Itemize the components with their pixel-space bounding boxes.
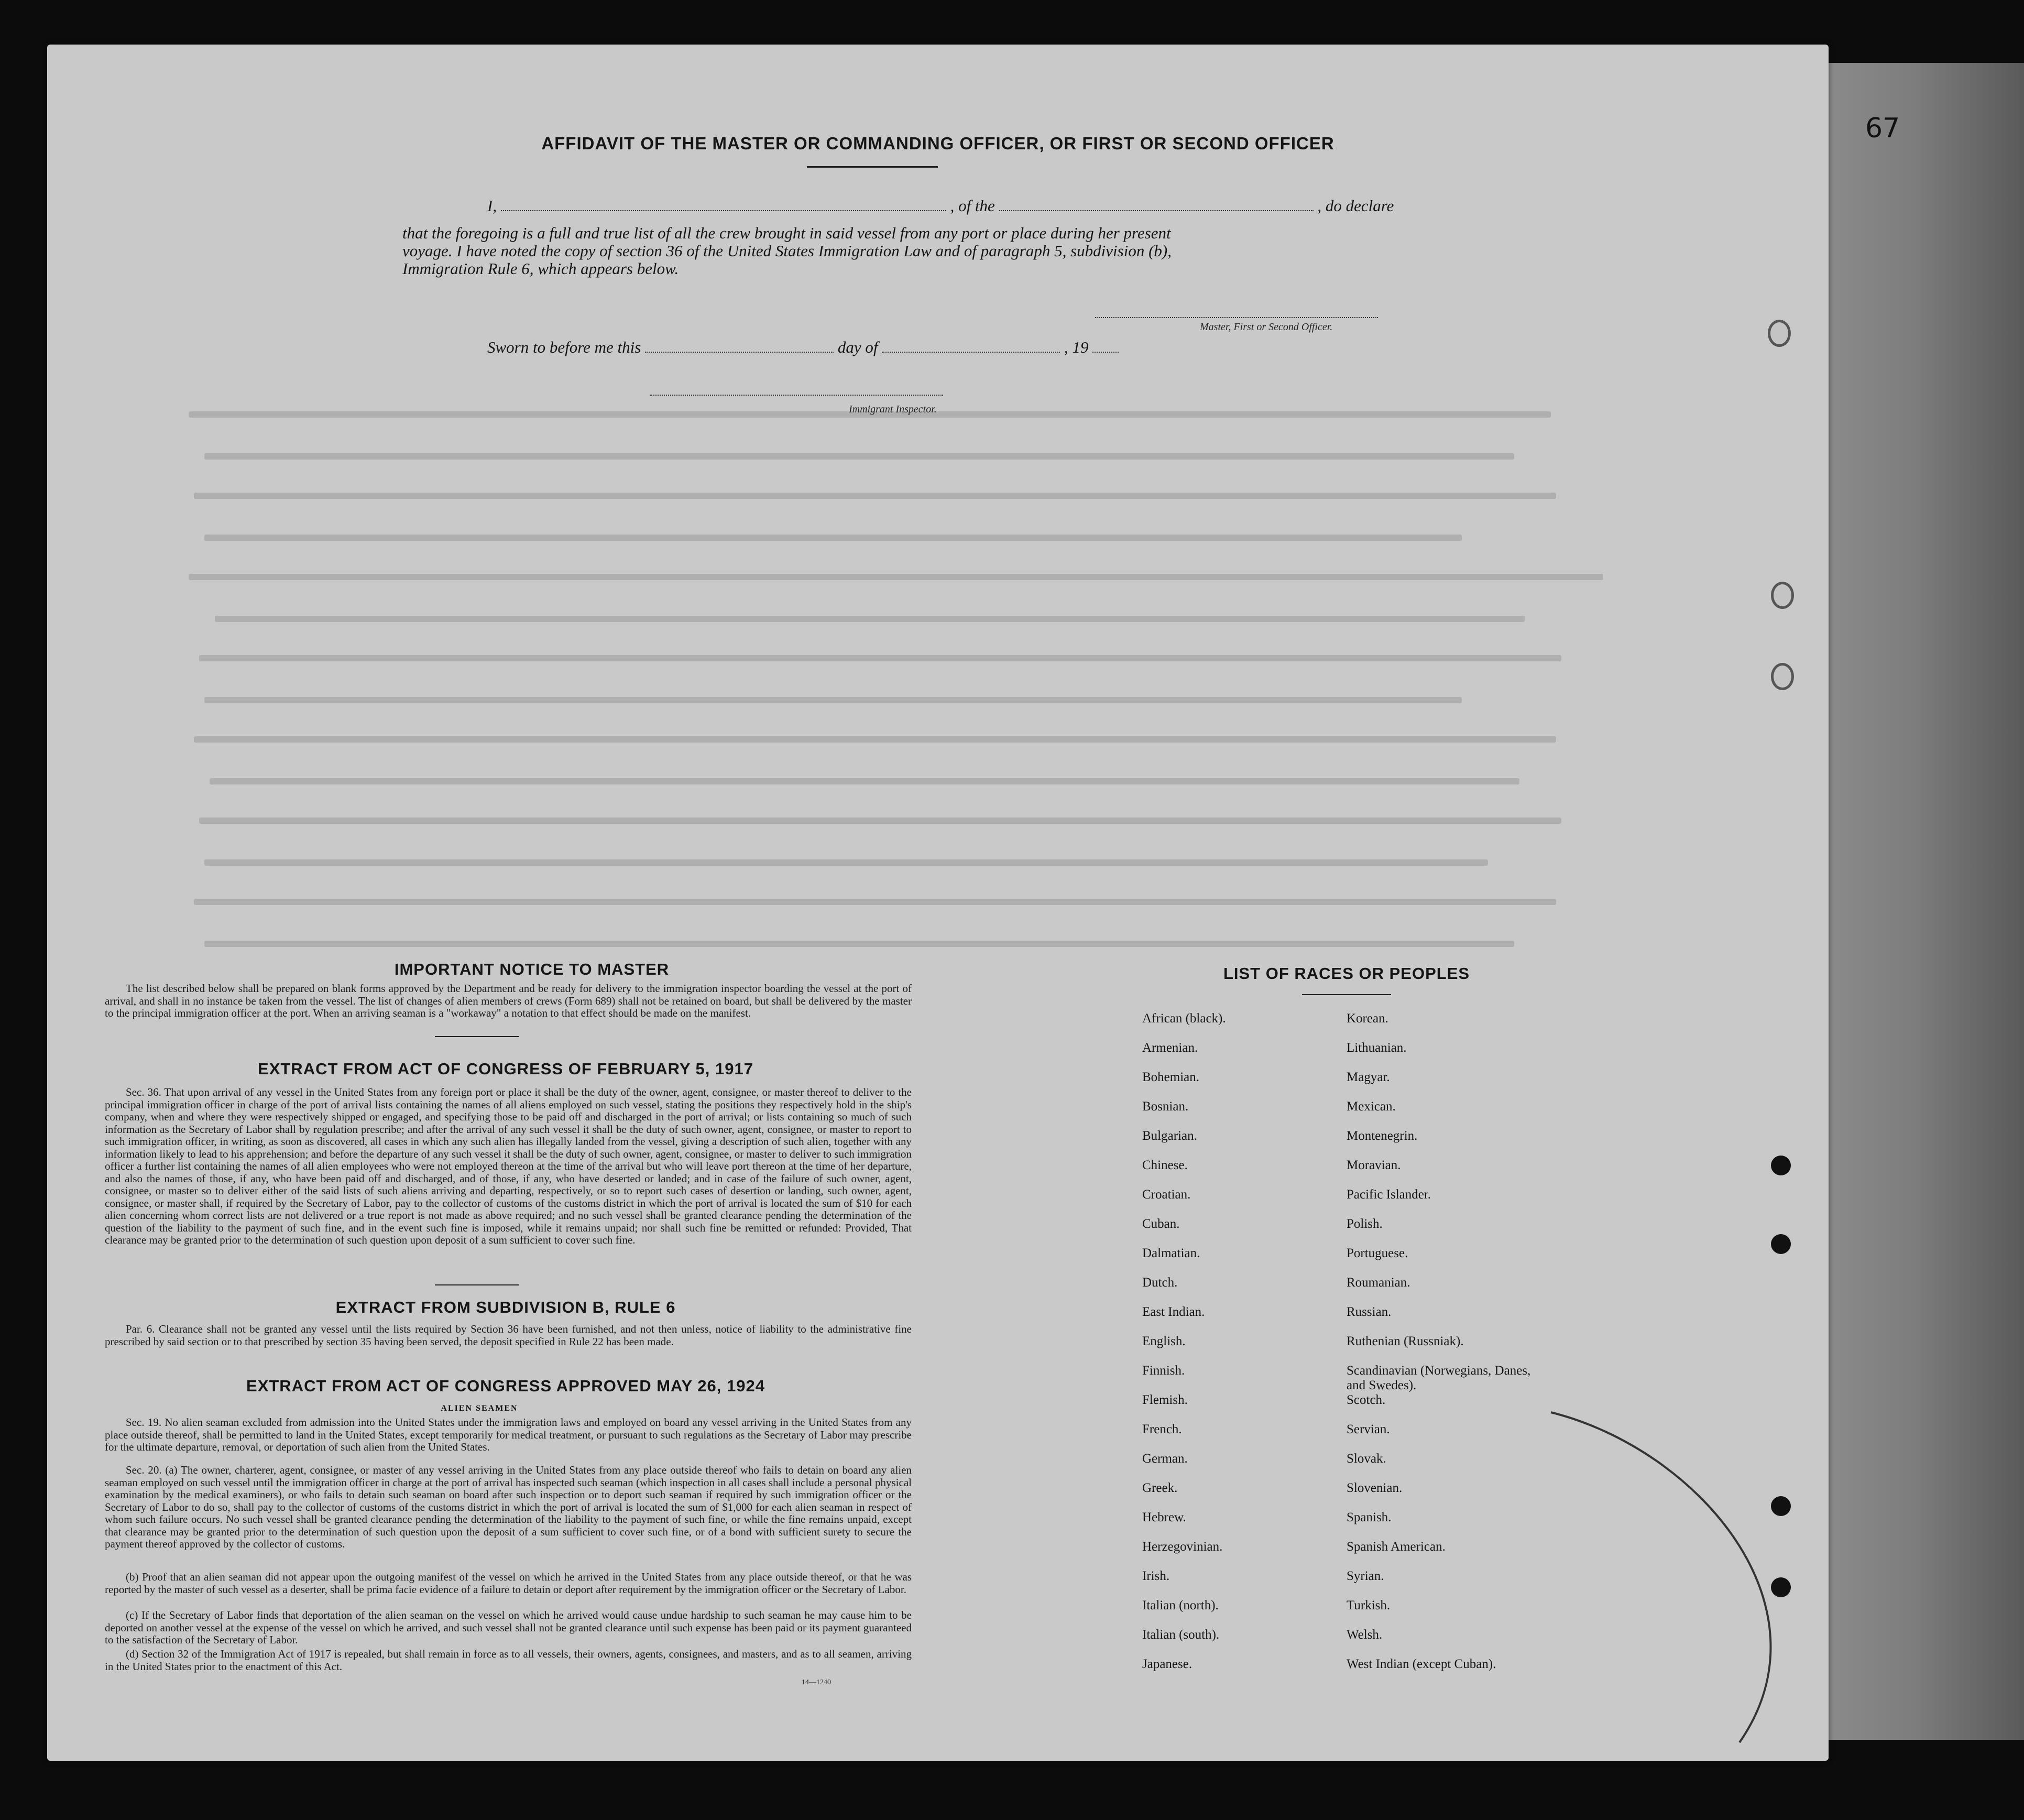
form-number: 14—1240 <box>802 1679 831 1686</box>
race-item: Ruthenian (Russniak). <box>1347 1334 1464 1348</box>
affidavit-line-4: Immigration Rule 6, which appears below. <box>402 259 679 278</box>
rule6-title: EXTRACT FROM SUBDIVISION B, RULE 6 <box>335 1298 676 1316</box>
sec20c-text: (c) If the Secretary of Labor finds that deportation of the alien seaman on the vessel on which he arrived would cause undue hardship to such seaman he may cause him to be deported on another vessel at the expense of the vessel on which he arrived, and such vessel shall not be granted clearance until such expense has been paid or its payment guaranteed to the satisfaction of the Secretary of Labor. <box>105 1609 912 1646</box>
affidavit-of-the: , of the <box>950 197 995 215</box>
page-number: 67 <box>1865 113 1900 144</box>
race-item: Syrian. <box>1347 1569 1384 1583</box>
race-item: East Indian. <box>1142 1305 1205 1319</box>
race-item: Slovenian. <box>1347 1481 1403 1495</box>
race-item: Flemish. <box>1142 1393 1188 1407</box>
races-title-rule <box>1302 994 1391 995</box>
sec19-text: Sec. 19. No alien seaman excluded from admission into the United States under the immigration laws and employed on board any vessel arriving in the United States from any place outside thereof, shall be permitted to land in the United States, except temporarily for medical treatment, or pursuant to such regulations as the Secretary of Labor may prescribe for the ultimate departure, removal, or deportation of such alien from the United States. <box>105 1416 912 1453</box>
race-item: Servian. <box>1347 1422 1390 1436</box>
inspector-signature-line[interactable] <box>650 395 943 396</box>
race-item: Dalmatian. <box>1142 1246 1200 1260</box>
affidavit-line-2: that the foregoing is a full and true list of all the crew brought in said vessel from any port or place during her present <box>402 224 1171 242</box>
race-item: Portuguese. <box>1347 1246 1408 1260</box>
sec20d-text: (d) Section 32 of the Immigration Act of 1917 is repealed, but shall remain in force as to all vessels, their owners, agents, consignees, and masters, and as to all seamen, arriving in the United States prior to the enactment of this Act. <box>105 1648 912 1673</box>
sec20b-text: (b) Proof that an alien seaman did not appear upon the outgoing manifest of the vessel on which he arrived in the United States from any place outside thereof, or that he was reported by the master of such vessel as a deserter, shall be prima facie evidence of a failure to detain or deport after requirement by the immigration officer or the Secretary of Labor. <box>105 1571 912 1596</box>
race-item: Lithuanian. <box>1347 1041 1407 1055</box>
sworn-day-blank[interactable] <box>645 352 834 353</box>
binding-hole <box>1771 582 1794 609</box>
race-item: Slovak. <box>1347 1452 1386 1466</box>
race-item: West Indian (except Cuban). <box>1347 1657 1496 1671</box>
race-item: Welsh. <box>1347 1628 1383 1642</box>
vessel-blank[interactable] <box>999 210 1314 211</box>
handwritten-arc-mark <box>1540 1407 1829 1748</box>
sec20a-text: Sec. 20. (a) The owner, charterer, agent, consignee, or master of any vessel arriving in the United States from any place outside thereof who fails to detain on board any alien seaman employed on such vessel until the immigration officer in charge at the port of arrival has inspected such seaman (which inspection in all cases shall include a personal physical examination by the medical examiners), or who fails to detain such seaman on board after such inspection or to deport such seaman if required by such immigration officer or the Secretary of Labor to do so, shall pay to the collector of customs of the customs district in which the port of arrival is located the sum of $1,000 for each alien seaman in respect of whom such failure occurs. No such vessel shall be granted clearance pending the determination of the liability to the payment of such fine, or while the fine remains unpaid, except that clearance may be granted prior to the determination of such question upon the deposit of a sum sufficient to cover such fine, or of a bond with sufficient surety to secure the payment thereof approved by the collector of customs. <box>105 1464 912 1550</box>
section-rule <box>435 1284 519 1285</box>
race-item: German. <box>1142 1452 1188 1466</box>
race-item: Pacific Islander. <box>1347 1187 1431 1202</box>
extract-1917-title: EXTRACT FROM ACT OF CONGRESS OF FEBRUARY 5, 1917 <box>258 1060 753 1078</box>
binding-hole <box>1771 1234 1791 1254</box>
notice-title: IMPORTANT NOTICE TO MASTER <box>394 960 670 978</box>
extract-1924-title: EXTRACT FROM ACT OF CONGRESS APPROVED MAY 26, 1924 <box>246 1377 765 1395</box>
affidavit-i: I, <box>487 197 497 215</box>
sworn-line <box>487 338 1119 357</box>
race-item: African (black). <box>1142 1011 1226 1026</box>
race-item: Bohemian. <box>1142 1070 1200 1084</box>
race-item: Scotch. <box>1347 1393 1386 1407</box>
race-item: Roumanian. <box>1347 1276 1410 1290</box>
affidavit-line-3: voyage. I have noted the copy of section 36 of the United States Immigration Law and of paragraph 5, subdivision (b), <box>402 242 1172 260</box>
master-caption: Master, First or Second Officer. <box>1200 321 1333 333</box>
affidavit-line-1 <box>487 197 1394 215</box>
race-item: Herzegovinian. <box>1142 1540 1223 1554</box>
race-item: Mexican. <box>1347 1099 1396 1114</box>
sworn-month-blank[interactable] <box>882 352 1060 353</box>
race-item: Dutch. <box>1142 1276 1178 1290</box>
year-text: , 19 <box>1064 338 1089 356</box>
race-item: Scandinavian (Norwegians, Danes, and Swedes). <box>1347 1364 1531 1392</box>
race-item: Montenegrin. <box>1347 1129 1418 1143</box>
affidavit-do-declare: , do declare <box>1317 197 1394 215</box>
race-item: French. <box>1142 1422 1182 1436</box>
race-item: Chinese. <box>1142 1158 1188 1172</box>
alien-seamen-subtitle: ALIEN SEAMEN <box>441 1404 518 1413</box>
binding-hole <box>1771 663 1794 690</box>
sworn-text: Sworn to before me this <box>487 338 641 356</box>
race-item: Hebrew. <box>1142 1510 1186 1524</box>
race-item: Greek. <box>1142 1481 1178 1495</box>
race-item: Magyar. <box>1347 1070 1390 1084</box>
race-item: Spanish. <box>1347 1510 1392 1524</box>
race-item: Spanish American. <box>1347 1540 1446 1554</box>
race-item: Armenian. <box>1142 1041 1198 1055</box>
race-item: Bosnian. <box>1142 1099 1189 1114</box>
inspector-caption: Immigrant Inspector. <box>849 404 937 415</box>
name-blank[interactable] <box>501 210 946 211</box>
master-signature-line[interactable] <box>1095 317 1378 318</box>
race-item: Italian (south). <box>1142 1628 1220 1642</box>
race-item: Bulgarian. <box>1142 1129 1197 1143</box>
race-item: Moravian. <box>1347 1158 1401 1172</box>
race-item: Croatian. <box>1142 1187 1191 1202</box>
notice-text: The list described below shall be prepared on blank forms approved by the Department and be ready for delivery to the immigration inspector boarding the vessel at the port of arrival, and shall in no instance be taken from the vessel. The list of changes of alien members of crews (Form 689) shall not be retained on board, but shall be delivered by the master to the principal immigration officer at the port. When an arriving seaman is a "workaway" a notation to that effect should be made on the manifest. <box>105 982 912 1019</box>
races-left-column <box>1142 1011 1226 1686</box>
race-item: Irish. <box>1142 1569 1170 1583</box>
race-item: Finnish. <box>1142 1364 1185 1378</box>
title-rule <box>807 166 938 168</box>
races-title: LIST OF RACES OR PEOPLES <box>1223 964 1470 983</box>
race-item: Turkish. <box>1347 1598 1391 1612</box>
document-page <box>47 45 1900 1761</box>
rule6-text: Par. 6. Clearance shall not be granted any vessel until the lists required by Section 36 have been furnished, and not then unless, notice of liability to the administrative fine prescribed by said section or to that prescribed by section 35 having been served, the deposit specified in Rule 22 has been made. <box>105 1323 912 1348</box>
race-item: Japanese. <box>1142 1657 1192 1671</box>
race-item: Polish. <box>1347 1217 1383 1231</box>
affidavit-title: AFFIDAVIT OF THE MASTER OR COMMANDING OFFICER, OR FIRST OR SECOND OFFICER <box>541 134 1334 153</box>
binding-hole <box>1771 1156 1791 1175</box>
binding-hole <box>1768 320 1791 347</box>
race-item: Italian (north). <box>1142 1598 1219 1612</box>
race-item: English. <box>1142 1334 1186 1348</box>
race-item: Korean. <box>1347 1011 1388 1026</box>
races-right-column <box>1347 1011 1535 1686</box>
race-item: Russian. <box>1347 1305 1392 1319</box>
sworn-year-blank[interactable] <box>1092 352 1119 353</box>
section-rule <box>435 1036 519 1037</box>
extract-1917-text: Sec. 36. That upon arrival of any vessel in the United States from any foreign port or place it shall be the duty of the owner, agent, consignee, or master thereof to deliver to the principal immigration officer in charge of the port of arrival lists containing the names of all aliens employed on such vessel, stating the positions they respectively hold in the ship's company, when and where they were respectively shipped or engaged, and specifying those to be paid off and discharged in the port of arrival; or lists containing so much of such information as the Secretary of Labor shall by regulation prescribe; and after the arrival of any such vessel it shall be the duty of such owner, agent, consignee, or master to report to such immigration officer, in writing, as soon as discovered, all cases in which any such alien has illegally landed from the vessel, giving a description of such alien, together with any information likely to lead to his apprehension; and before the departure of any such vessel it shall be the duty of such owner, agent, consignee, or master to deliver to such immigration officer a further list containing the names of all alien employees who were not employed thereon at the time of the arrival but who will leave port thereon at the time of her departure, and also the names of those, if any, who have been paid off and discharged, and of those, if any, who have deserted or landed; and in case of the failure of such owner, agent, consignee, or master so to deliver either of the said lists of such aliens arriving and departing, respectively, or so to report such cases of desertion or landing, such owner, agent, consignee, or master shall, if required by the Secretary of Labor, pay to the collector of customs of the customs district in which the port of arrival is located the sum of $10 for each alien concerning whom correct lists are not delivered or a true report is not made as above required; and no such vessel shall be granted clearance pending the determination of the question of the liability to the payment of such fine, and in the event such fine is imposed, while it remains unpaid; nor shall such fine be remitted or refunded: Provided, That clearance may be granted prior to the determination of such question upon deposit of a sum sufficient to cover such fine. <box>105 1086 912 1246</box>
day-of-text: day of <box>837 338 878 356</box>
race-item: Cuban. <box>1142 1217 1180 1231</box>
